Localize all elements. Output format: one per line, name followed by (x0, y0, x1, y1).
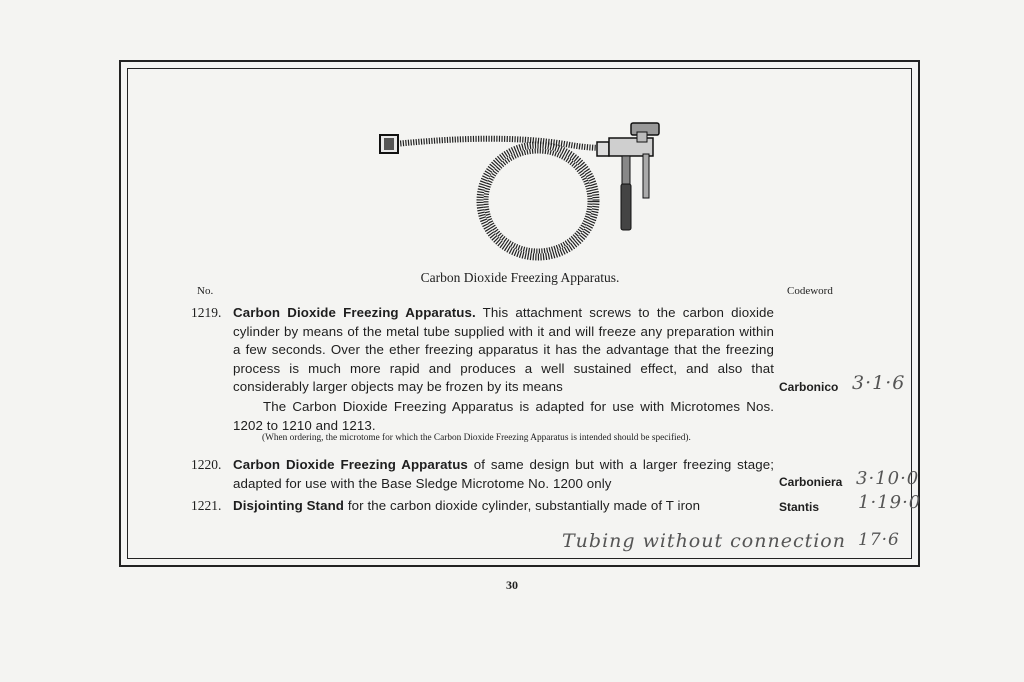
page-number: 30 (506, 578, 518, 592)
entry-title: Carbon Dioxide Freezing Apparatus. (233, 305, 476, 320)
handwritten-note: Tubing without connection (562, 530, 846, 552)
codeword: Carboniera (779, 475, 843, 489)
column-header-no: No. (197, 285, 214, 297)
entry-description (233, 304, 774, 397)
entry-text: for the carbon dioxide cylinder, substantially made of T iron (347, 498, 701, 513)
ordering-note: (When ordering, the microtome for which the Carbon Dioxide Freezing Apparatus is intended should be specified). (262, 433, 691, 443)
entry-title: Carbon Dioxide Freezing Apparatus (233, 457, 468, 472)
handwritten-price: 1·19·0 (858, 492, 922, 513)
handwritten-price: 3·10·0 (856, 468, 920, 489)
codeword: Carbonico (779, 380, 839, 394)
entry-number: 1220. (191, 457, 222, 472)
entry-number: 1221. (191, 498, 222, 513)
entry-description (233, 456, 774, 493)
illustration-caption: Carbon Dioxide Freezing Apparatus. (420, 270, 620, 285)
entry-title: Disjointing Stand (233, 498, 345, 513)
codeword: Stantis (779, 500, 820, 514)
handwritten-price: 3·1·6 (852, 372, 906, 394)
entry-description (233, 497, 774, 516)
handwritten-price: 17·6 (858, 530, 900, 550)
column-header-codeword: Codeword (787, 285, 833, 297)
entry-text: of same design but with a larger freezing stage; adapted for use with the Base Sledge Microtome No. 1200 only (233, 457, 774, 491)
entry-text-continued: The Carbon Dioxide Freezing Apparatus is adapted for use with Microtomes Nos. 1202 to 1210 and 1213. (233, 399, 774, 433)
freezing-apparatus-illustration (375, 118, 665, 268)
entry-text: This attachment screws to the carbon dioxide cylinder by means of the metal tube supplied with it and will freeze any preparation within a few seconds. Over the ether freezing apparatus it has the advantage that the freezing process is much more rapid and produces a well sustained effect, and also that considerably larger objects may be frozen by its means (233, 305, 774, 394)
entry-number: 1219. (191, 305, 222, 320)
